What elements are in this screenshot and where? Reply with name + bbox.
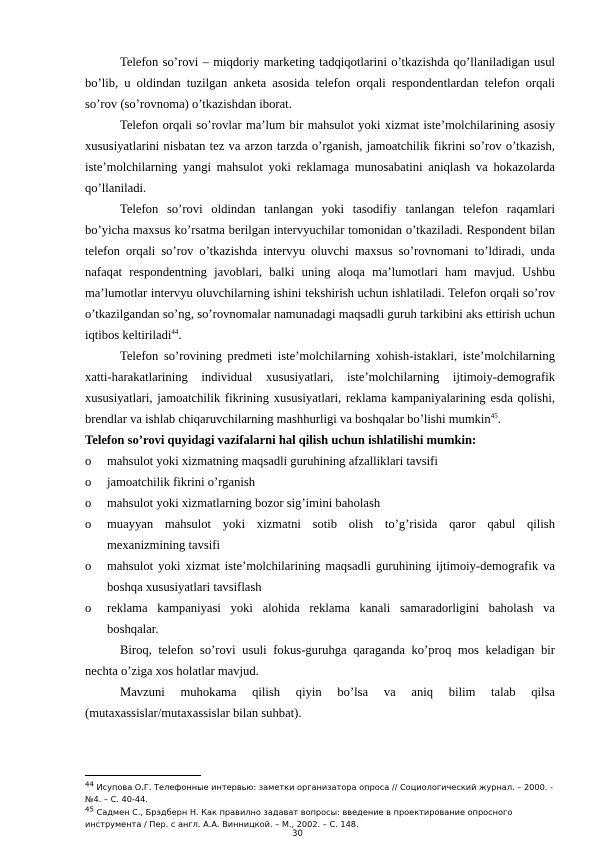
list-item-text: mahsulot yoki xizmatning maqsadli guruhining afzalliklari tavsifi [107, 454, 438, 468]
list-item [85, 493, 555, 514]
footnote-ref-44: 44 [171, 327, 179, 336]
bullet-marker: o [85, 475, 92, 489]
paragraph-4-text: Telefon so’rovining predmeti iste’molchilarning xohish-istaklari, iste’molchilarning xatti-harakatlarining individual xususiyatlari, iste’molchilarning ijtimoiy-demografik xususiyatlari, jamoatchilik fikrining xususiyatlari, reklama kampaniyalarining esda qolishi, brendlar va ishlab chiqaruvchilarning mashhurligi va boshqalar bo’lishi mumkin [85, 349, 555, 426]
paragraph-3-text: Telefon so’rovi oldindan tanlangan yoki tasodifiy tanlangan telefon raqamlari bo’yicha maxsus ko’rsatma berilgan intervyuchilar tomonidan o’tkaziladi. Respondent bilan telefon orqali so’rov o’tkazishda intervyu oluvchi maxsus so’rovnomani to’ldiradi, unda nafaqat respondentning javoblari, balki uning aloqa ma’lumotlari ham mavjud. Ushbu ma’lumotlar intervyu oluvchilarning ishini tekshirish uchun ishlatiladi. Telefon orqali so’rov o’tkazilgandan so’ng, so’rovnomalar namunadagi maqsadli guruh tarkibini aks ettirish uchun iqtibos keltiriladi [85, 202, 555, 342]
paragraph-4 [85, 346, 555, 430]
paragraph-1: Telefon so’rovi – miqdoriy marketing tadqiqotlarini o’tkazishda qo’llaniladigan usul bo’lib, u oldindan tuzilgan anketa asosida telefon orqali respondentlardan telefon orqali so’rov (so’rovnoma) o’tkazishdan iborat. [85, 55, 555, 111]
page-body [85, 52, 555, 724]
paragraph-3-end: . [178, 328, 182, 342]
list-item [85, 451, 555, 472]
bullet-marker: o [85, 454, 92, 468]
footnote-text: Исупова О.Г. Телефонные интервью: заметки организатора опроса // Социологический журнал. – 2000. - №4. – С. 40-44. [85, 782, 553, 804]
list-item-text: mahsulot yoki xizmatlarning bozor sig’imini baholash [107, 496, 381, 510]
bullet-marker: o [85, 496, 92, 510]
list-item-text: muayyan mahsulot yoki xizmatni sotib olish to’g’risida qaror qabul qilish mexanizmining tavsifi [107, 517, 555, 552]
page-number: 30 [292, 828, 303, 838]
footnote-44 [85, 781, 555, 805]
paragraph-2: Telefon orqali so’rovlar ma’lum bir mahsulot yoki xizmat iste’molchilarining asosiy xususiyatlarini nisbatan tez va arzon tarzda o’rganish, jamoatchilik fikrini so’rov o’tkazish, iste’molchilarning yangi mahsulot yoki reklamaga munosabatini aniqlash va hokazolarda qo’llaniladi. [85, 118, 555, 195]
list-item [85, 472, 555, 493]
footnote-number: 44 [85, 780, 94, 789]
list-item [85, 514, 555, 556]
footnote-number: 45 [85, 805, 94, 814]
list-item-text: mahsulot yoki xizmat iste’molchilarining maqsadli guruhining ijtimoiy-demografik va boshqa xususiyatlari tavsiflash [107, 559, 555, 594]
paragraph-3 [85, 199, 555, 346]
paragraph-4-end: . [497, 412, 501, 426]
bullet-marker: o [85, 517, 92, 531]
section-heading: Telefon so’rovi quyidagi vazifalarni hal qilish uchun ishlatilishi mumkin: [85, 433, 477, 447]
bullet-marker: o [85, 559, 92, 573]
footnote-45 [85, 806, 555, 830]
paragraph-5: Biroq, telefon so’rovi usuli fokus-guruhga qaraganda ko’proq mos keladigan bir nechta o’ziga xos holatlar mavjud. [85, 643, 555, 678]
list-item [85, 556, 555, 598]
paragraph-6: Mavzuni muhokama qilish qiyin bo’lsa va aniq bilim talab qilsa (mutaxassislar/mutaxassislar bilan suhbat). [85, 685, 555, 720]
footnote-divider [85, 775, 201, 776]
list-item-text: jamoatchilik fikrini o’rganish [107, 475, 256, 489]
list-item [85, 598, 555, 640]
footnote-ref-45: 45 [490, 411, 498, 420]
footnote-text: Садмен С., Брэдберн Н. Как правилно задават вопросы: введение в проектирование опросного инструмента / Пер. с англ. А.А. Винницкой. – М., 2002. – С. 148. [85, 807, 513, 829]
list-item-text: reklama kampaniyasi yoki alohida reklama kanali samaradorligini baholash va boshqalar. [107, 601, 555, 636]
bullet-marker: o [85, 601, 92, 615]
